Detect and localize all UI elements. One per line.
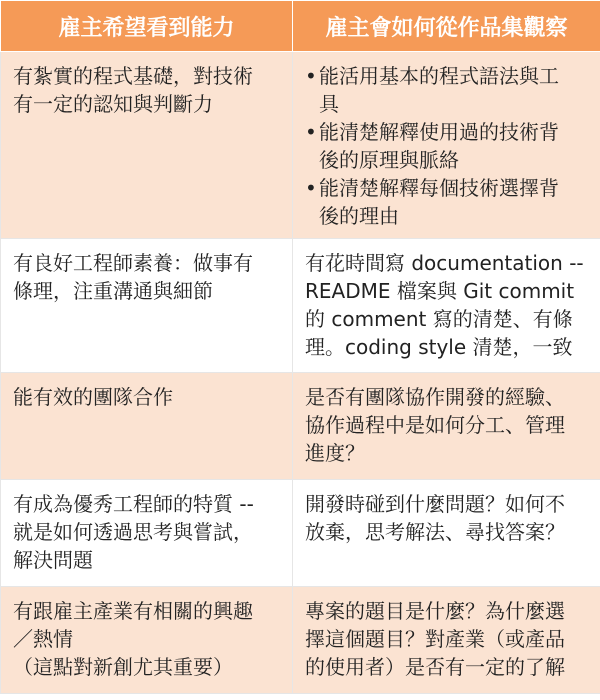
observation-line: 擇這個題目？對產業（或產品	[305, 627, 565, 651]
ability-line: ／熱情	[13, 627, 73, 651]
observation-cell	[293, 373, 600, 480]
observation-bullet: • 能清楚解釋使用過的技術背 後的原理與脈絡	[305, 118, 588, 174]
table-header-row	[1, 1, 600, 52]
ability-cell	[1, 587, 293, 694]
ability-line: 有成為優秀工程師的特質 --	[13, 492, 254, 516]
observation-line: 理。coding style 清楚，一致	[305, 335, 573, 359]
header-ability: 雇主希望看到能力	[1, 1, 293, 52]
ability-line: （這點對新創尤其重要）	[13, 655, 233, 679]
ability-line: 有一定的認知與判斷力	[13, 92, 213, 116]
observation-bullet: • 能活用基本的程式語法與工 具	[305, 62, 588, 118]
ability-line: 解決問題	[13, 548, 93, 572]
observation-cell	[293, 52, 600, 239]
observation-line: 開發時碰到什麼問題？如何不	[305, 492, 565, 516]
table-row	[1, 480, 600, 587]
observation-line: 協作過程中是如何分工、管理	[305, 413, 565, 437]
table-row	[1, 239, 600, 373]
observation-line: 進度？	[305, 441, 365, 465]
observation-line: 的使用者）是否有一定的了解	[305, 655, 565, 679]
observation-line: 是否有團隊協作開發的經驗、	[305, 385, 565, 409]
ability-line: 條理，注重溝通與細節	[13, 279, 213, 303]
table-row	[1, 52, 600, 239]
ability-line: 能有效的團隊合作	[13, 385, 173, 409]
ability-cell	[1, 239, 293, 373]
observation-bullet: • 能清楚解釋每個技術選擇背 後的理由	[305, 174, 588, 230]
observation-cell	[293, 587, 600, 694]
observation-cell	[293, 480, 600, 587]
observation-line: 放棄，思考解法、尋找答案？	[305, 520, 565, 544]
ability-line: 有跟雇主產業有相關的興趣	[13, 599, 253, 623]
ability-line: 有紮實的程式基礎，對技術	[13, 64, 253, 88]
ability-line: 就是如何透過思考與嘗試，	[13, 520, 253, 544]
observation-line: 專案的題目是什麼？為什麼選	[305, 599, 565, 623]
ability-cell	[1, 480, 293, 587]
observation-cell	[293, 239, 600, 373]
observation-bullet-list	[305, 62, 588, 230]
observation-line: 的 comment 寫的清楚、有條	[305, 307, 573, 331]
table-row	[1, 587, 600, 694]
ability-cell	[1, 373, 293, 480]
observation-line: 有花時間寫 documentation --	[305, 251, 584, 275]
table-row	[1, 373, 600, 480]
ability-line: 有良好工程師素養：做事有	[13, 251, 253, 275]
ability-cell	[1, 52, 293, 239]
header-observation: 雇主會如何從作品集觀察	[293, 1, 600, 52]
observation-line: README 檔案與 Git commit	[305, 279, 575, 303]
